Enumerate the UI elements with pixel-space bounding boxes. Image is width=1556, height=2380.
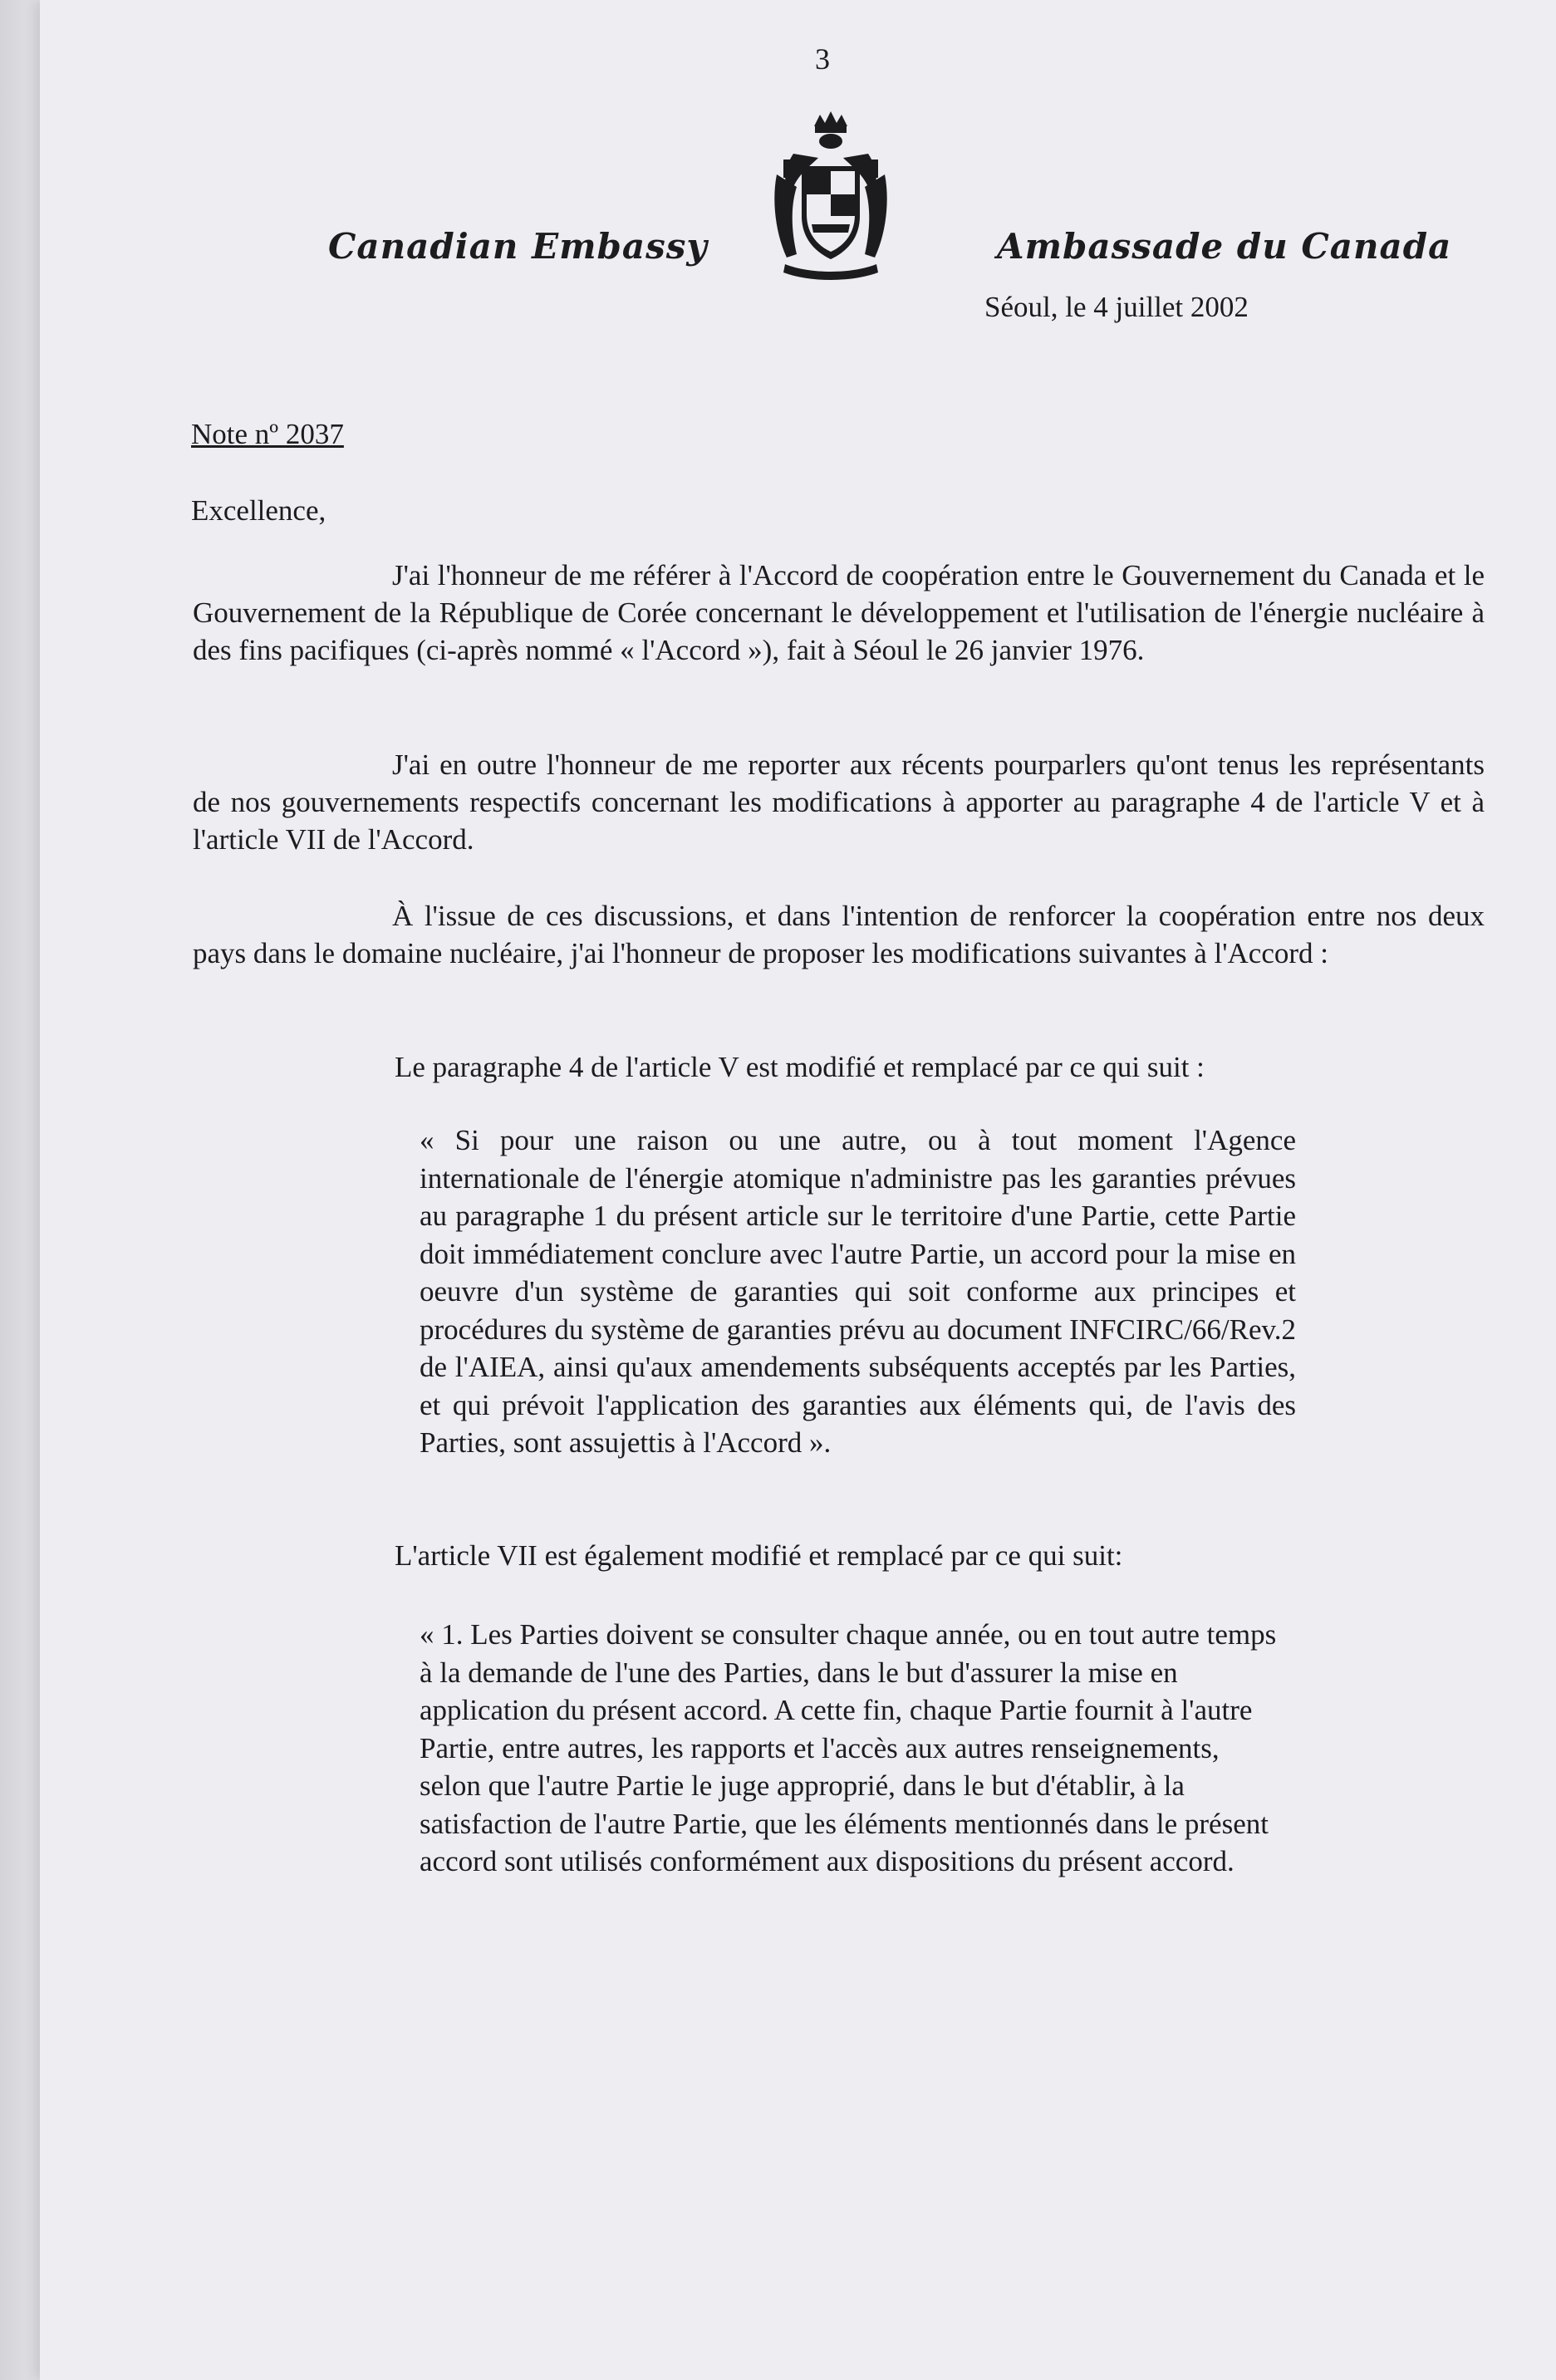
coat-of-arms-icon — [768, 108, 893, 282]
salutation: Excellence, — [191, 494, 326, 527]
date-line: Séoul, le 4 juillet 2002 — [984, 291, 1249, 323]
letterhead-french: Ambassade du Canada — [997, 226, 1452, 267]
paragraph-3: À l'issue de ces discussions, et dans l'intention de renforcer la coopération entre nos deux pays dans le domaine nucléaire, j'ai l'honneur de proposer les modifications suivantes à l'Accord : — [193, 900, 1485, 969]
paragraph-4: Le paragraphe 4 de l'article V est modifié et remplacé par ce qui suit : — [395, 1051, 1205, 1083]
paragraph-2: J'ai en outre l'honneur de me reporter aux récents pourparlers qu'ont tenus les représentants de nos gouvernements respectifs concernant les modifications à apporter au paragraphe 4 de l'article V et à l'article VII de l'Accord. — [193, 748, 1485, 856]
binding-edge — [0, 0, 40, 2380]
note-reference: Note nº 2037 — [191, 418, 344, 450]
quoted-article-vii: « 1. Les Parties doivent se consulter chaque année, ou en tout autre temps à la demande de l'une des Parties, dans le but d'assurer la mise en application du présent accord. A cette fin, chaque Partie fournit à l'autre Partie, entre autres, les rapports et l'accès aux autres renseignements, selon que l'autre Partie le juge approprié, dans le but d'établir, à la satisfaction de l'autre Partie, que les éléments mentionnés dans le présent accord sont utilisés conformément aux dispositions du présent accord. — [420, 1618, 1277, 1877]
letterhead-english: Canadian Embassy — [328, 226, 708, 267]
page-number: 3 — [815, 42, 830, 76]
quoted-article-v-para-4: « Si pour une raison ou une autre, ou à tout moment l'Agence internationale de l'énergie atomique n'administre pas les garanties prévues au paragraphe 1 du présent article sur le territoire d'une Partie, cette Partie doit immédiatement conclure avec l'autre Partie, un accord pour la mise en oeuvre d'un système de garanties qui soit conforme aux principes et procédures du système de garanties prévu au document INFCIRC/66/Rev.2 de l'AIEA, ainsi qu'aux amendements subséquents acceptés par les Parties, et qui prévoit l'application des garanties aux éléments qui, de l'avis des Parties, sont assujettis à l'Accord ». — [420, 1124, 1296, 1459]
paragraph-1: J'ai l'honneur de me référer à l'Accord de coopération entre le Gouvernement du Canada et le Gouvernement de la République de Corée concernant le développement et l'utilisation de l'énergie nucléaire à des fins pacifiques (ci-après nommé « l'Accord »), fait à Séoul le 26 janvier 1976. — [193, 559, 1485, 666]
paragraph-5: L'article VII est également modifié et remplacé par ce qui suit: — [395, 1539, 1123, 1572]
